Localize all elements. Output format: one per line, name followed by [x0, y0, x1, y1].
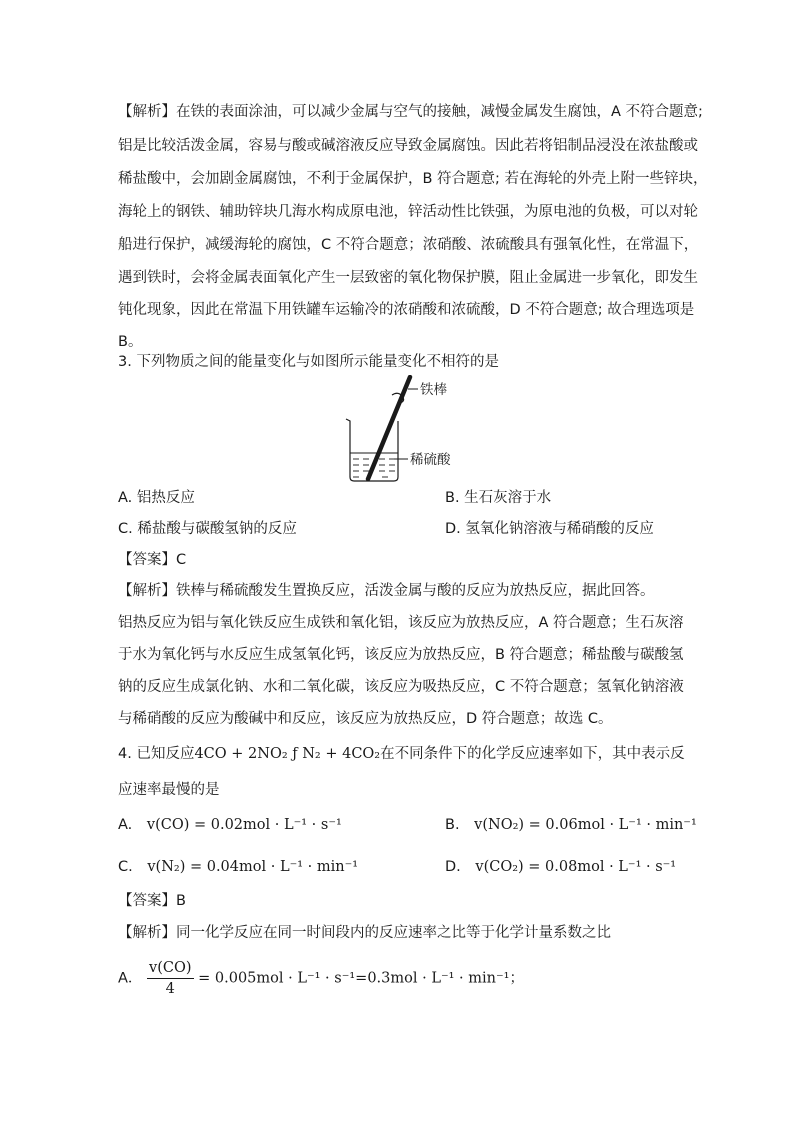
explanation-line: 稀盐酸中，会加剧金属腐蚀，不利于金属保护，B 符合题意; 若在海轮的外壳上附一些锌块，: [118, 171, 708, 187]
calc-rest: = 0.005mol · L⁻¹ · s⁻¹=0.3mol · L⁻¹ · min⁻¹；: [198, 970, 524, 987]
option-a: [118, 815, 342, 835]
option-c-expr: v(N₂) = 0.04mol · L⁻¹ · min⁻¹: [147, 859, 359, 875]
explanation-line: 铝热反应为铝与氧化铁反应生成铁和氧化铝，该反应为放热反应，A 符合题意；生石灰溶: [118, 615, 684, 631]
option-a-expr: v(CO) = 0.02mol · L⁻¹ · s⁻¹: [146, 817, 342, 833]
option-d: [445, 857, 676, 877]
stem-prefix: 4. 已知反应: [118, 746, 195, 762]
explanation-line: 船进行保护，减缓海轮的腐蚀，C 不符合题意；浓硝酸、浓硫酸具有强氧化性，在常温下，: [118, 237, 699, 253]
explanation-line: 钠的反应生成氯化钠、水和二氧化碳，该反应为吸热反应，C 不符合题意；氢氧化钠溶液: [118, 679, 684, 695]
option-b: [445, 815, 697, 835]
question-3-stem: 3. 下列物质之间的能量变化与如图所示能量变化不相符的是: [118, 354, 499, 370]
beaker-illustration: [340, 375, 470, 485]
explanation-line: 铝是比较活泼金属，容易与酸或碱溶液反应导致金属腐蚀。因此若将铝制品浸没在浓盐酸或: [118, 138, 698, 154]
option-b-label: B.: [445, 817, 460, 833]
option-c: [118, 857, 358, 877]
option-d-expr: v(CO₂) = 0.08mol · L⁻¹ · s⁻¹: [475, 859, 677, 875]
calc-fraction: [147, 958, 194, 999]
option-a: A. 铝热反应: [118, 490, 195, 506]
calc-denominator: 4: [165, 981, 175, 997]
option-b: B. 生石灰溶于水: [445, 490, 552, 506]
explanation-line: 于水为氧化钙与水反应生成氢氧化钙，该反应为放热反应，B 符合题意；稀盐酸与碳酸氢: [118, 647, 684, 663]
figure-label-acid: 稀硫酸: [410, 452, 451, 468]
explanation-line: 钝化现象，因此在常温下用铁罐车运输冷的浓硝酸和浓硫酸，D 不符合题意; 故合理选项是: [118, 302, 695, 318]
explanation-line: 【解析】同一化学反应在同一时间段内的反应速率之比等于化学计量系数之比: [118, 925, 611, 941]
explanation-line: 海轮上的钢铁、辅助锌块几海水构成原电池，锌活动性比铁强，为原电池的负极，可以对轮: [118, 204, 698, 220]
figure-label-rod: 铁棒: [420, 382, 447, 398]
answer-label: 【答案】C: [118, 552, 187, 568]
reaction-equation: 4CO + 2NO₂ ƒ N₂ + 4CO₂: [194, 746, 381, 762]
option-c-label: C.: [118, 859, 133, 875]
explanation-line: 【解析】在铁的表面涂油，可以减少金属与空气的接触，减慢金属发生腐蚀，A 不符合题意;: [118, 104, 703, 120]
calc-label: A．: [118, 970, 143, 987]
question-4-stem: [118, 744, 685, 764]
option-a-label: A.: [118, 817, 133, 833]
explanation-line: B。: [118, 334, 143, 350]
option-d: D. 氢氧化钠溶液与稀硝酸的反应: [445, 521, 654, 537]
question-4-stem-line2: 应速率最慢的是: [118, 782, 220, 798]
option-c: C. 稀盐酸与碳酸氢钠的反应: [118, 521, 297, 537]
stem-suffix: 在不同条件下的化学反应速率如下，其中表示反: [380, 746, 685, 762]
explanation-line: 与稀硝酸的反应为酸碱中和反应，该反应为放热反应，D 符合题意；故选 C。: [118, 711, 613, 727]
beaker-figure: [340, 375, 470, 485]
calc-numerator: v(CO): [147, 958, 194, 979]
explanation-line: 遇到铁时，会将金属表面氧化产生一层致密的氧化物保护膜，阻止金属进一步氧化，即发生: [118, 270, 698, 286]
option-d-label: D.: [445, 859, 461, 875]
explanation-line: 【解析】铁棒与稀硫酸发生置换反应，活泼金属与酸的反应为放热反应，据此回答。: [118, 583, 655, 599]
answer-label: 【答案】B: [118, 893, 186, 909]
calc-line: [118, 958, 524, 999]
option-b-expr: v(NO₂) = 0.06mol · L⁻¹ · min⁻¹: [474, 817, 697, 833]
